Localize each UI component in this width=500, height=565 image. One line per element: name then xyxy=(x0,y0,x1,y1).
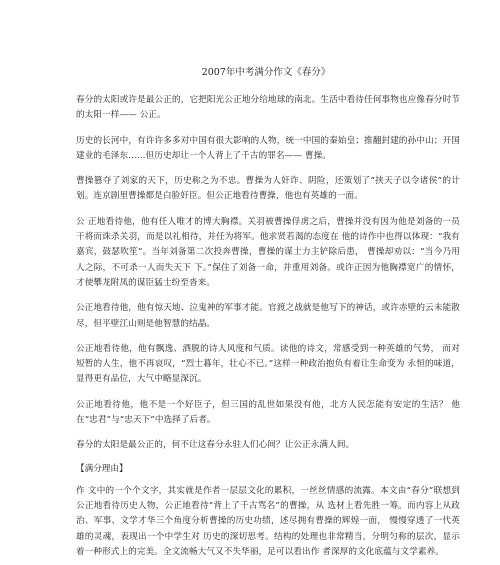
paragraph-history: 历史的长河中，有许许多多对中国有很大影响的人物，统一中国的秦始皇；推翻封建的孙中山；开国建业的毛泽东……但历史却让一个人背上了千古的罪名—— 曹操。 xyxy=(76,135,460,161)
paragraph-talent: 公 正地看待他，他有任人唯才的博大胸襟。关羽被曹操俘虏之后，曹操并没有因为他是刘备的一员干将而诛杀关羽，而是以礼相待，并任为将军。他求贤若渴的态度在 他的诗作中也得以体现：“我有嘉宾，鼓瑟吹笙”。当年刘备第二次投奔曹操，曹操的谋士力主铲除后患， 曹操却劝以：“当今乃用人之际，不可杀一人而失天下 下。”保住了刘备一命，并重用刘备。或许正因为他胸襟宽广的情怀，才使攀龙附凤的谋臣猛士纷至沓来。 xyxy=(76,216,460,288)
paragraph-minister: 公正地看待他，他不是一个好臣子，但三国的乱世如果没有他，北方人民怎能有安定的生活？ 他在“忠君”与“忠天下”中选择了后者。 xyxy=(76,399,460,426)
paragraph-usurp: 曹操篡夺了刘家的天下，历史称之为不忠。曹操为人奸诈、阴险，还策划了“挟天子以令诸侯”的计划。连京剧里曹操都是白脸奸臣。但公正地看待曹操，他也有英雄的一面。 xyxy=(76,176,460,202)
paragraph-poet: 公正地看待他，他有飘逸、洒脱的诗人风度和气质。读他的诗文，常感受到一种英雄的气势， 而对短暂的人生，他不再哀叹，“烈士暮年，壮心不已。”这样一种政治抱负有着让生命变为 永恒的味道，显得更有品位，大气中略显深沉。 xyxy=(76,343,460,385)
section-heading: 【满分理由】 xyxy=(76,463,128,474)
paragraph-military: 公正地看待他，他有惊天地、泣鬼神的军事才能。官渡之战就是他写下的神话，或许赤壁的云未能散尽，但平壁江山则是他智慧的结晶。 xyxy=(76,303,460,329)
paragraph-comment: 作 文中的一个个文字，其实就是作者一层层文化的累积，一丝丝情感的流露。本文由“春分”联想到公正地看待历史人物，公正地看待“背上了千古骂名”的曹操，从 选材上看先胜一筹。而内容上从政治、军事、文学才华三个角度分析曹操的历史功绩，述尽拥有曹操的辉煌一面， 慢慢穿透了一代英雄的灵魂，表现出一个中学生对 历史的深切思考。结构的处理也非常精当，分明匀称的层次，显示着一种形式上的完美。全文流畅大气又不失华丽，足可以看出作 者深厚的文化底蕴与文学素养。 xyxy=(76,485,460,557)
paragraph-conclusion: 春分的太阳是最公正的，何不让这春分永驻人们心间？让公正永满人间。 xyxy=(76,440,355,451)
paragraph-intro: 春分的太阳或许是最公正的，它把阳光公正地分给地球的南北。生活中看待任何事物也应像春分时节的太阳一样—— 公正。 xyxy=(76,95,460,121)
document-title: 2007年中考满分作文《春分》 xyxy=(201,67,331,78)
